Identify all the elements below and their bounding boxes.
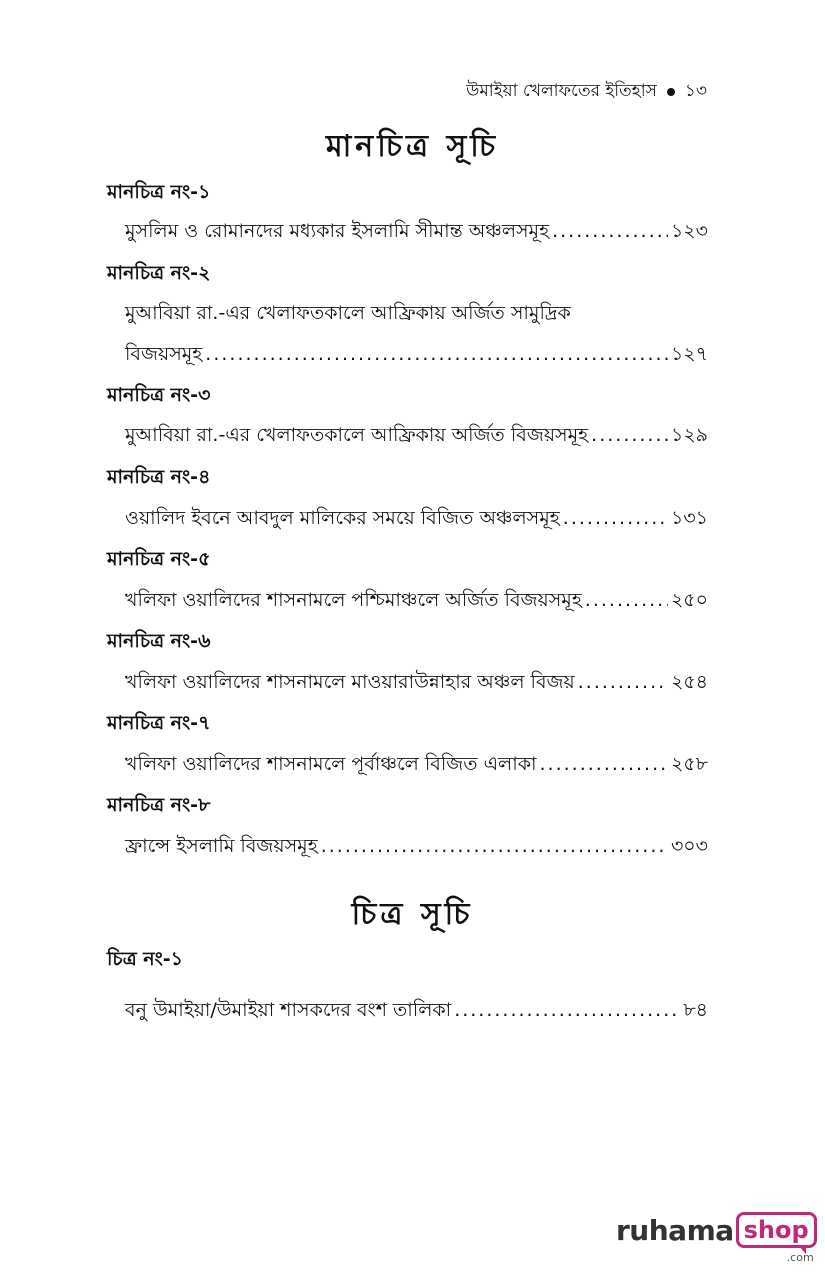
running-head: [466, 78, 707, 106]
map-entry-page: ২৫৮: [670, 753, 708, 775]
map-label-1: মানচিত্র নং-১: [107, 181, 211, 203]
map-entry-page: ২৫০: [670, 589, 708, 611]
map-entry-title: মুআবিয়া রা.-এর খেলাফতকালে আফ্রিকায় অর্জিত বিজয়সমূহ: [125, 424, 589, 446]
ruhama-shop-logo: [616, 1212, 817, 1264]
map-entry-7[interactable]: [125, 750, 708, 782]
dot-leader: [578, 671, 668, 693]
map-entry-2[interactable]: [125, 340, 708, 372]
map-entry-page: ১২৯: [670, 424, 708, 446]
figures-section-title: চিত্র সূচি: [351, 897, 474, 932]
dot-leader: [454, 999, 680, 1021]
map-entry-6[interactable]: [125, 668, 708, 700]
logo-shop-badge: [736, 1212, 817, 1264]
map-entry-title: খলিফা ওয়ালিদের শাসনামলে পূর্বাঞ্চলে বিজিত এলাকা: [125, 753, 537, 775]
logo-text-ruhama: ruhama: [616, 1213, 734, 1247]
dot-leader: [540, 753, 668, 775]
map-label-6: মানচিত্র নং-৬: [107, 630, 211, 652]
maps-section-title: মানচিত্র সূচি: [325, 129, 500, 164]
map-entry-title: বিজয়সমূহ: [125, 343, 203, 365]
book-title: উমাইয়া খেলাফতের ইতিহাস: [466, 81, 657, 101]
map-label-8: মানচিত্র নং-৮: [107, 794, 211, 816]
map-entry-4[interactable]: [125, 504, 708, 536]
dot-leader: [563, 507, 668, 529]
figure-entry-page: ৮৪: [683, 999, 708, 1021]
map-entry-page: ৩০৩: [670, 835, 708, 857]
map-entry-title: ওয়ালিদ ইবনে আবদুল মালিকের সময়ে বিজিত অঞ্চলসমূহ: [125, 507, 560, 529]
map-entry-3[interactable]: [125, 421, 708, 453]
map-entry-title-line1: মুআবিয়া রা.-এর খেলাফতকালে আফ্রিকায় অর্জিত সামুদ্রিক: [125, 302, 571, 324]
map-entry-1[interactable]: [125, 217, 708, 249]
map-label-5: মানচিত্র নং-৫: [107, 548, 211, 570]
logo-text-shop: shop: [743, 1216, 809, 1244]
map-label-7: মানচিত্র নং-৭: [107, 712, 211, 734]
map-entry-page: ২৫৪: [670, 671, 708, 693]
bullet-dot: [667, 88, 675, 96]
figure-entry-1[interactable]: [125, 996, 708, 1028]
logo-text-domain: .com: [786, 1251, 814, 1264]
dot-leader: [552, 220, 668, 242]
map-entry-page: ১২৭: [670, 343, 708, 365]
map-label-2: মানচিত্র নং-২: [107, 262, 211, 284]
dot-leader: [591, 424, 668, 446]
dot-leader: [585, 589, 668, 611]
map-entry-title: খলিফা ওয়ালিদের শাসনামলে পশ্চিমাঞ্চলে অর্জিত বিজয়সমূহ: [125, 589, 582, 611]
map-entry-title: মুসলিম ও রোমানদের মধ্যকার ইসলামি সীমান্ত অঞ্চলসমূহ: [125, 220, 550, 242]
dot-leader: [205, 343, 668, 365]
map-entry-page: ১৩১: [670, 507, 708, 529]
map-entry-page: ১২৩: [670, 220, 708, 242]
map-entry-5[interactable]: [125, 586, 708, 618]
figure-entry-title: বনু উমাইয়া/উমাইয়া শাসকদের বংশ তালিকা: [125, 999, 452, 1021]
map-entry-title: ফ্রান্সে ইসলামি বিজয়সমূহ: [125, 835, 318, 857]
page-number: ১৩: [684, 81, 707, 101]
map-entry-title: খলিফা ওয়ালিদের শাসনামলে মাওয়ারাউন্নাহার অঞ্চল বিজয়: [125, 671, 575, 693]
map-label-3: মানচিত্র নং-৩: [107, 384, 211, 406]
figure-label-1: চিত্র নং-১: [107, 948, 183, 970]
map-label-4: মানচিত্র নং-৪: [107, 466, 211, 488]
map-entry-8[interactable]: [125, 832, 708, 864]
dot-leader: [321, 835, 668, 857]
